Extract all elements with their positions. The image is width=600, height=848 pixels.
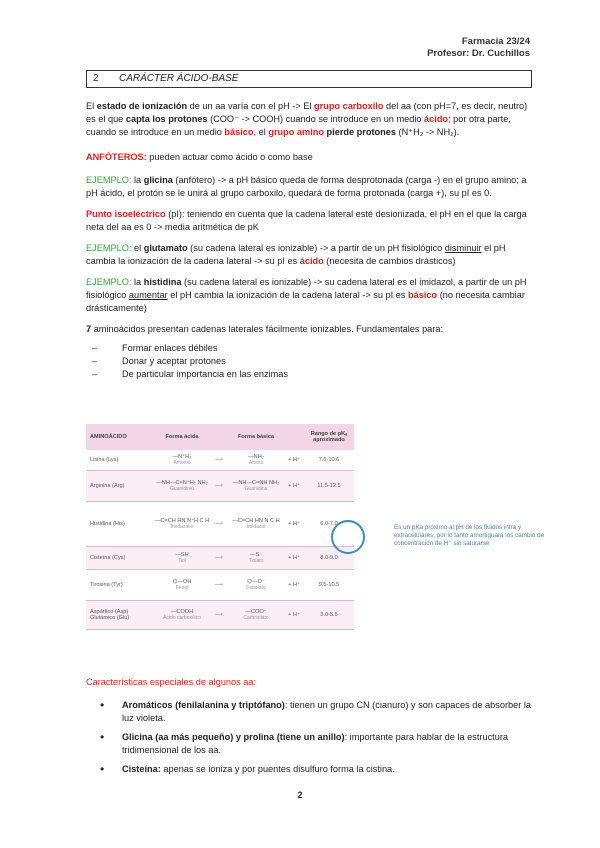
histidine-note: Es un pKa próximo al pH de los fluidos intra y extracelulares, por lo tanto amortiguará los cambio de concentración de H⁺ sin saturarse — [394, 524, 545, 547]
cell-subvalue: Ácido carboxílico — [163, 615, 201, 621]
list-item — [86, 699, 532, 725]
text: aminoácidos presentan cadenas laterales fácilmente ionizables. Fundamentales para: — [91, 324, 444, 334]
cell-value: ⌬—O⁻ — [247, 579, 265, 585]
table-row — [86, 450, 354, 471]
table-cell — [284, 521, 304, 527]
table-row — [86, 471, 354, 502]
section-heading — [86, 70, 532, 88]
text: pueden actuar como ácido o como base — [146, 152, 313, 162]
list-item: – De particular importancia en las enzimas — [86, 368, 532, 381]
cell-value: —COO⁻ — [245, 609, 267, 615]
text: pierde protones — [326, 127, 396, 137]
table-cell — [154, 579, 210, 591]
text: Punto isoeléctrico — [86, 209, 166, 219]
cell-value: —NH₂ — [248, 454, 264, 460]
table-cell — [304, 457, 354, 463]
table-cell — [228, 454, 284, 466]
cell-value: ⟶ — [214, 483, 224, 489]
text: el pH cambia la ionización de la cadena lateral -> su pI es — [167, 290, 409, 300]
cell-value: Tirosina (Tyr) — [90, 582, 123, 588]
table-cell — [86, 457, 154, 463]
cell-subvalue: Fenolato — [246, 585, 266, 591]
dash-list — [86, 342, 532, 381]
table-cell — [86, 483, 154, 489]
cell-subvalue: Amina — [248, 460, 264, 466]
cell-value: —NH—C=N⁺H₂ NH₂ — [156, 480, 208, 486]
cell-subvalue: Tiolato — [248, 558, 264, 564]
paragraph-seven-aa — [86, 323, 532, 336]
cell-value: ⟶ — [214, 457, 224, 463]
text: ANFÓTEROS: — [86, 152, 147, 162]
column-header: AMINOÁCIDO — [90, 434, 127, 440]
table-cell — [210, 555, 228, 561]
table-body — [86, 450, 354, 630]
cell-subvalue: Amonio — [173, 460, 191, 466]
cell-value: + H⁺ — [288, 612, 300, 618]
text: (pI): teniendo en cuenta que la cadena lateral esté desionizada, el pH en el que la carga neta del aa es 0 -> media aritmética de pK — [86, 209, 527, 232]
table-cell — [284, 582, 304, 588]
table-cell — [86, 582, 154, 588]
list-item: – Donar y aceptar protones — [86, 355, 532, 368]
special-features — [86, 676, 532, 782]
text: capta los protones — [125, 114, 208, 124]
professor-label: Profesor: Dr. Cuchillos — [427, 48, 530, 59]
text: EJEMPLO: — [86, 277, 132, 287]
amino-acid-table — [86, 424, 354, 664]
list-item: – Formar enlaces débiles — [86, 342, 532, 355]
main-text — [86, 100, 532, 381]
cell-subvalue: Tiol — [178, 558, 186, 564]
paragraph-ionization — [86, 100, 532, 139]
cell-value: —NH—C=NH NH₂ — [232, 480, 280, 486]
table-cell — [210, 483, 228, 489]
text: EJEMPLO: — [86, 175, 132, 185]
table-cell — [228, 609, 284, 621]
table-cell — [304, 555, 354, 561]
text: grupo carboxilo — [314, 101, 384, 111]
table-row — [86, 547, 354, 570]
text: básico — [224, 127, 254, 137]
table-cell — [284, 612, 304, 618]
table-cell — [210, 521, 228, 527]
text: estado de ionización — [96, 101, 188, 111]
cell-value: —C=CH HN N C H — [232, 518, 280, 524]
table-header — [86, 424, 354, 450]
cell-value: —N⁺H₃ — [172, 454, 192, 460]
table-cell — [86, 609, 154, 621]
cell-value: + H⁺ — [288, 582, 300, 588]
text: (su cadena lateral es ionizable) -> a partir de un pH fisiológico — [187, 243, 445, 253]
text: (N⁺H₂ -> NH₂). — [395, 127, 460, 137]
text: : importante para hablar de la estructura tridimensional de los aa. — [122, 732, 509, 755]
cell-subvalue: Fenol — [175, 585, 189, 591]
cell-subvalue: Carboxilato — [243, 615, 269, 621]
section-number: 2 — [93, 73, 99, 84]
cell-value: 7.6-10.6 — [318, 457, 340, 463]
cell-value: 6.0-7.0 — [320, 521, 338, 527]
text: (su cadena lateral es ionizable) -> su cadena lateral es el imidazol, a partir de un pH fisiológico — [86, 277, 527, 300]
text: el — [131, 243, 144, 253]
table-cell — [304, 612, 354, 618]
table-cell — [284, 457, 304, 463]
table-cell — [228, 552, 284, 564]
text: (anfótero) -> a pH básico queda de forma desprotonada (carga -) en el grupo amino; a pH ácido, el protón se le unirá al grupo carboxilo, quedará de forma protonada (carga +), su pI es 0. — [86, 175, 527, 198]
cell-value: + H⁺ — [288, 483, 300, 489]
table-cell — [154, 609, 210, 621]
text: glutamato — [143, 243, 188, 253]
cell-value: Arginina (Arg) — [90, 483, 125, 489]
table-row — [86, 502, 354, 547]
bullet-list — [86, 699, 532, 776]
table-cell — [86, 555, 154, 561]
text: Aromáticos (fenilalanina y triptófano) — [122, 700, 285, 710]
table-cell — [304, 582, 354, 588]
text: la — [131, 175, 144, 185]
table-cell — [210, 582, 228, 588]
cell-value: —SH — [175, 552, 189, 558]
text: 7 — [86, 324, 92, 334]
text: del aa (con pH=7, es decir, neutro) es el que — [86, 101, 528, 124]
text: (necesita de cambios drásticos) — [323, 256, 456, 266]
cell-value: ⟶ — [214, 555, 224, 561]
cell-subvalue: Guanidina — [244, 486, 268, 492]
text: el pH cambia la ionización de la cadena lateral -> su pI es — [86, 243, 506, 266]
cell-value: Histidina (His) — [90, 521, 125, 527]
text: histidina — [143, 277, 182, 287]
text: : tienen un grupo CN (cianuro) y son capaces de absorber la luz violeta. — [122, 700, 532, 723]
cell-subvalue: Imidazolio — [170, 524, 194, 530]
text: El — [86, 101, 97, 111]
list-item — [86, 731, 532, 757]
table-cell — [154, 454, 210, 466]
cell-value: ⟶ — [214, 582, 224, 588]
text: (no necesita cambiar drásticamente) — [86, 290, 525, 313]
text: EJEMPLO: — [86, 243, 132, 253]
text: ; por otra parte, cuando se introduce en un medio — [86, 114, 511, 137]
text: glicina — [143, 175, 173, 185]
paragraph-example-glutamate — [86, 242, 532, 268]
page-number: 2 — [297, 790, 303, 800]
table-cell — [284, 555, 304, 561]
cell-value: —COOH — [170, 609, 194, 615]
cell-value: + H⁺ — [288, 555, 300, 561]
course-label: Farmacia 23/24 — [461, 36, 530, 47]
column-header: Forma ácida — [165, 434, 199, 440]
text: disminuir — [444, 243, 482, 253]
text: , el — [253, 127, 269, 137]
table-row — [86, 570, 354, 601]
text: Cisteína: — [122, 764, 161, 774]
section-title: CARÁCTER ÁCIDO-BASE — [119, 73, 239, 84]
list-item — [86, 763, 532, 776]
paragraph-example-glycine — [86, 174, 532, 200]
cell-value: Aspártico (Asp) Glutámico (Glu) — [90, 609, 130, 621]
paragraph-isoelectric — [86, 208, 532, 234]
text: apenas se ioniza y por puentes disulfuro forma la cistina. — [160, 764, 395, 774]
table-cell — [304, 483, 354, 489]
table-cell — [228, 518, 284, 530]
table-cell — [210, 612, 228, 618]
table-cell — [228, 480, 284, 492]
cell-value: —C=CH HN N⁺H C H — [154, 518, 210, 524]
table-row — [86, 601, 354, 630]
cell-value: Cisteína (Cys) — [90, 555, 126, 561]
text: básico — [408, 290, 438, 300]
table-cell — [210, 457, 228, 463]
table-cell — [154, 552, 210, 564]
cell-value: ⟶ — [214, 521, 224, 527]
text: ácido — [299, 256, 324, 266]
cell-value: 3.0-5.5 — [320, 612, 338, 618]
text: de un aa varía con el pH -> El — [187, 101, 315, 111]
table-cell — [154, 518, 210, 530]
cell-value: + H⁺ — [288, 457, 300, 463]
text: ácido — [424, 114, 449, 124]
table-cell — [284, 483, 304, 489]
cell-value: Lisina (Lys) — [90, 457, 119, 463]
text: grupo amino — [268, 127, 324, 137]
cell-value: ⟶ — [214, 612, 224, 618]
table-cell — [154, 480, 210, 492]
cell-value: —S⁻ — [249, 552, 263, 558]
text: (COO⁻ -> COOH) cuando se introduce en un medio — [207, 114, 425, 124]
cell-value: 9.5-10.5 — [318, 582, 340, 588]
table-cell — [228, 579, 284, 591]
column-header: Rango de pKₐ aproximado — [310, 431, 348, 443]
cell-value: + H⁺ — [288, 521, 300, 527]
text: Glicina (aa más pequeño) y prolina (tiene un anillo) — [122, 732, 345, 742]
cell-value: ⌬—OH — [172, 579, 192, 585]
table-cell — [86, 521, 154, 527]
cell-subvalue: Imidazol — [246, 524, 266, 530]
special-features-title: Características especiales de algunos aa: — [86, 677, 257, 687]
cell-value: 11.5-12.5 — [317, 483, 341, 489]
paragraph-example-histidine — [86, 276, 532, 315]
highlight-circle — [331, 520, 365, 554]
paragraph-anfoteros — [86, 151, 532, 164]
column-header: Forma básica — [237, 434, 275, 440]
text: la — [131, 277, 144, 287]
page-header — [427, 36, 530, 60]
cell-subvalue: Guanidinio — [170, 486, 194, 492]
text: aumentar — [128, 290, 168, 300]
cell-value: 8.0-9.0 — [320, 555, 338, 561]
